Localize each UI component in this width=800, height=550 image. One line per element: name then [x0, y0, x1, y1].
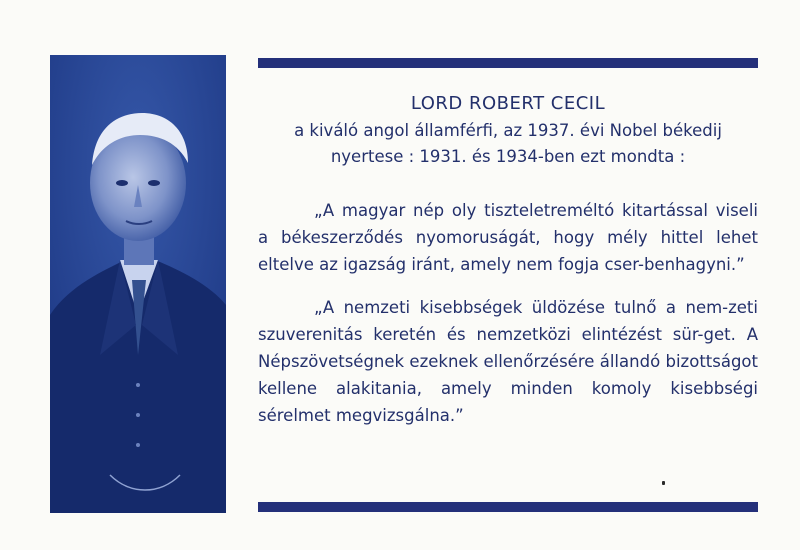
- intro-line-2: nyertese : 1931. és 1934-ben ezt mondta :: [330, 147, 686, 166]
- quote-text-block: [258, 92, 758, 429]
- quote-paragraph-2: „A nemzeti kisebbségek üldözése tulnő a nem-zeti szuverenitás keretén és nemzetközi elintézést sür-get. A Népszövetségnek ezeknek ellenőrzésére állandó bizottságot kellene alakitania, amely minden komoly kisebbségi sérelmet megvizsgálna.”: [258, 298, 758, 425]
- portrait-figure: [50, 55, 226, 513]
- quote-paragraph-1: „A magyar nép oly tiszteletreméltó kitartással viseli a békeszerződés nyomoruságát, hogy mély hittel lehet eltelve az igazság iránt, amely nem fogja cser-benhagyni.”: [258, 201, 758, 274]
- intro-text: [258, 118, 758, 170]
- bottom-divider-bar: [258, 502, 758, 512]
- intro-line-1: a kiváló angol államférfi, az 1937. évi Nobel békedij: [294, 121, 722, 140]
- portrait-photo: [50, 55, 226, 513]
- top-divider-bar: [258, 58, 758, 68]
- heading-name: LORD ROBERT CECIL: [410, 93, 606, 114]
- ink-speck: [662, 481, 665, 485]
